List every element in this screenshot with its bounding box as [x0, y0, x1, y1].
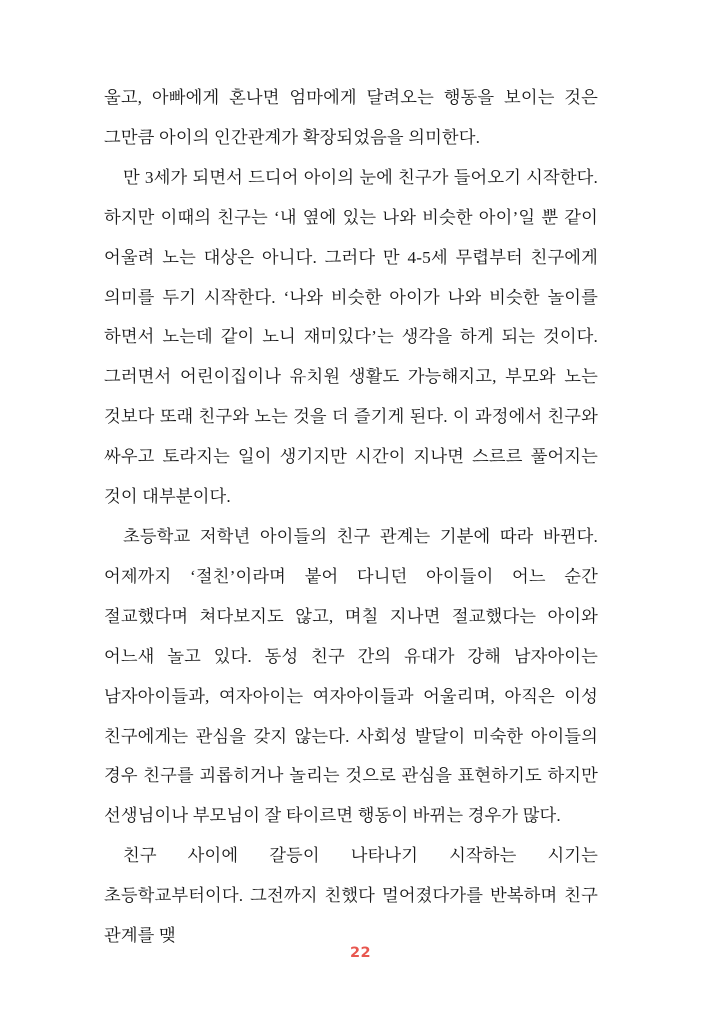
paragraph-4: 친구 사이에 갈등이 나타나기 시작하는 시기는 초등학교부터이다. 그전까지 친했다 멀어졌다가를 반복하며 친구 관계를 맺 — [104, 846, 598, 946]
paragraph-1: 울고, 아빠에게 혼나면 엄마에게 달려오는 행동을 보이는 것은 그만큼 아이의 인간관계가 확장되었음을 의미한다. — [104, 88, 598, 147]
paragraph-3: 초등학교 저학년 아이들의 친구 관계는 기분에 따라 바뀐다. 어제까지 ‘절친’이라며 붙어 다니던 아이들이 어느 순간 절교했다며 쳐다보지도 않고, 며칠 지나면 절교했다는 아이와 어느새 놀고 있다. 동성 친구 간의 유대가 강해 남자아이는 남자아이들과, 여자아이는 여자아이들과 어울리며, 아직은 이성 친구에게는 관심을 갖지 않는다. 사회성 발달이 미숙한 아이들의 경우 친구를 괴롭히거나 놀리는 것으로 관심을 표현하기도 하지만 선생님이나 부모님이 잘 타이르면 행동이 바뀌는 경우가 많다. — [104, 526, 598, 826]
page-number: 22 — [350, 945, 371, 961]
body-text-column — [104, 78, 598, 956]
paragraph-2: 만 3세가 되면서 드디어 아이의 눈에 친구가 들어오기 시작한다. 하지만 이때의 친구는 ‘내 옆에 있는 나와 비슷한 아이’일 뿐 같이 어울려 노는 대상은 아니다. 그러다 만 4-5세 무렵부터 친구에게 의미를 두기 시작한다. ‘나와 비슷한 아이가 나와 비슷한 놀이를 하면서 노는데 같이 노니 재미있다’는 생각을 하게 되는 것이다. 그러면서 어린이집이나 유치원 생활도 가능해지고, 부모와 노는 것보다 또래 친구와 노는 것을 더 즐기게 된다. 이 과정에서 친구와 싸우고 토라지는 일이 생기지만 시간이 지나면 스르르 풀어지는 것이 대부분이다. — [104, 167, 598, 507]
